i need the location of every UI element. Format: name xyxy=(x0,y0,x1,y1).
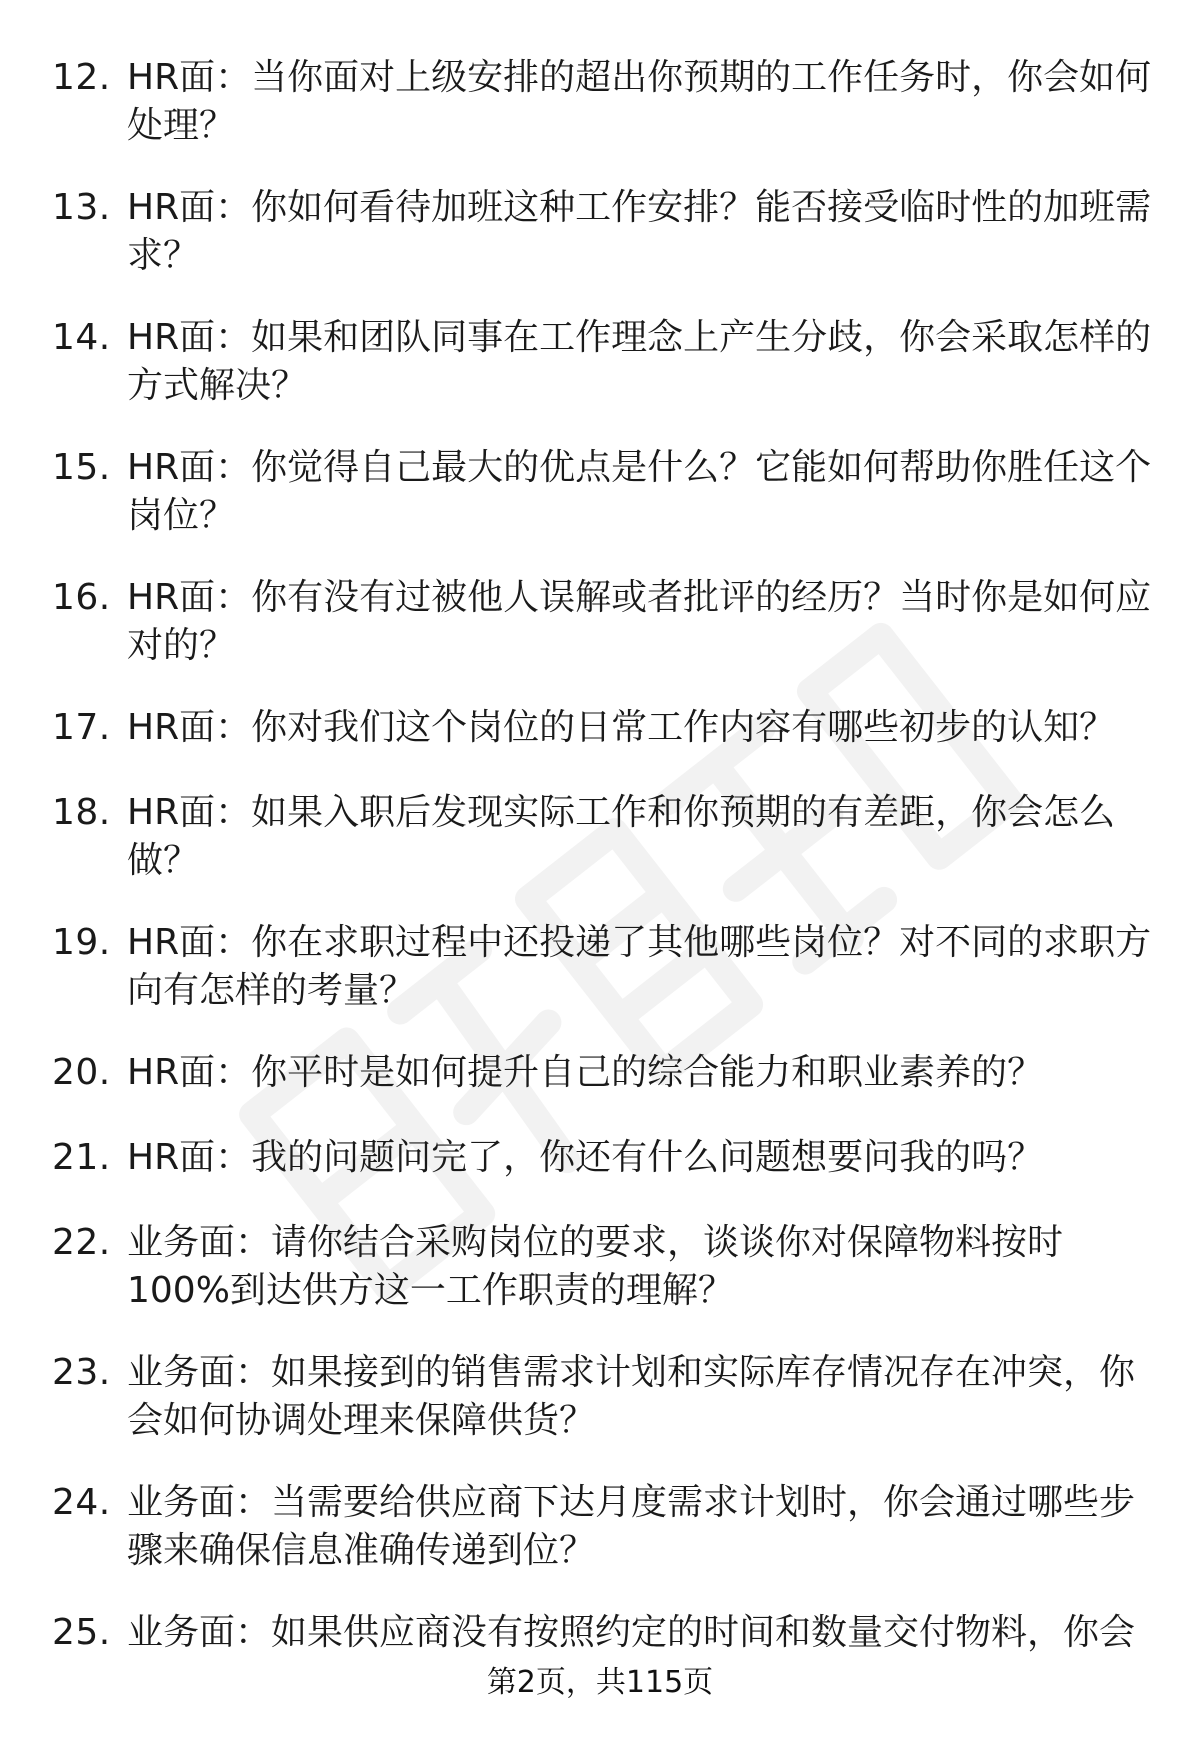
list-item xyxy=(0,1479,1200,1609)
list-item xyxy=(0,1349,1200,1479)
question-number: 18. xyxy=(52,792,111,833)
question-text: 业务面：请你结合采购岗位的要求，谈谈你对保障物料按时 100%到达供方这一工作职责的理解？ xyxy=(127,1222,1064,1311)
page-footer: 第2页，共115页 xyxy=(486,1665,714,1700)
question-text: HR面：你有没有过被他人误解或者批评的经历？当时你是如何应 对的？ xyxy=(127,577,1152,666)
question-text: HR面：你平时是如何提升自己的综合能力和职业素养的？ xyxy=(127,1052,1044,1093)
question-text: HR面：如果和团队同事在工作理念上产生分歧，你会采取怎样的 方式解决？ xyxy=(127,317,1152,406)
question-number: 24. xyxy=(52,1482,111,1523)
question-text: HR面：你觉得自己最大的优点是什么？它能如何帮助你胜任这个 岗位？ xyxy=(127,447,1152,536)
question-number: 13. xyxy=(52,187,111,228)
list-item xyxy=(0,54,1200,184)
question-number: 19. xyxy=(52,922,111,963)
question-number: 25. xyxy=(52,1612,111,1653)
list-item xyxy=(0,444,1200,574)
question-text: HR面：你对我们这个岗位的日常工作内容有哪些初步的认知？ xyxy=(127,707,1116,748)
list-item xyxy=(0,704,1200,789)
question-text: HR面：如果入职后发现实际工作和你预期的有差距，你会怎么 做？ xyxy=(127,792,1116,881)
list-item xyxy=(0,314,1200,444)
question-text: HR面：你在求职过程中还投递了其他哪些岗位？对不同的求职方 向有怎样的考量？ xyxy=(127,922,1152,1011)
question-number: 23. xyxy=(52,1352,111,1393)
question-text: 业务面：如果供应商没有按照约定的时间和数量交付物料，你会 xyxy=(127,1612,1136,1653)
list-item xyxy=(0,919,1200,1049)
question-number: 12. xyxy=(52,57,111,98)
question-number: 21. xyxy=(52,1137,111,1178)
question-text: HR面：我的问题问完了，你还有什么问题想要问我的吗？ xyxy=(127,1137,1044,1178)
question-text: HR面：当你面对上级安排的超出你预期的工作任务时，你会如何 处理？ xyxy=(127,57,1152,146)
question-number: 14. xyxy=(52,317,111,358)
question-number: 16. xyxy=(52,577,111,618)
question-text: 业务面：如果接到的销售需求计划和实际库存情况存在冲突，你 会如何协调处理来保障供货？ xyxy=(127,1352,1136,1441)
list-item xyxy=(0,1609,1200,1669)
list-item xyxy=(0,1219,1200,1349)
question-number: 15. xyxy=(52,447,111,488)
question-text: HR面：你如何看待加班这种工作安排？能否接受临时性的加班需 求？ xyxy=(127,187,1152,276)
list-item xyxy=(0,184,1200,314)
list-item xyxy=(0,1134,1200,1219)
question-number: 22. xyxy=(52,1222,111,1263)
list-item xyxy=(0,1049,1200,1134)
list-item xyxy=(0,574,1200,704)
list-item xyxy=(0,789,1200,919)
question-text: 业务面：当需要给供应商下达月度需求计划时，你会通过哪些步 骤来确保信息准确传递到位？ xyxy=(127,1482,1136,1571)
question-number: 20. xyxy=(52,1052,111,1093)
question-list xyxy=(0,54,1200,1669)
question-number: 17. xyxy=(52,707,111,748)
